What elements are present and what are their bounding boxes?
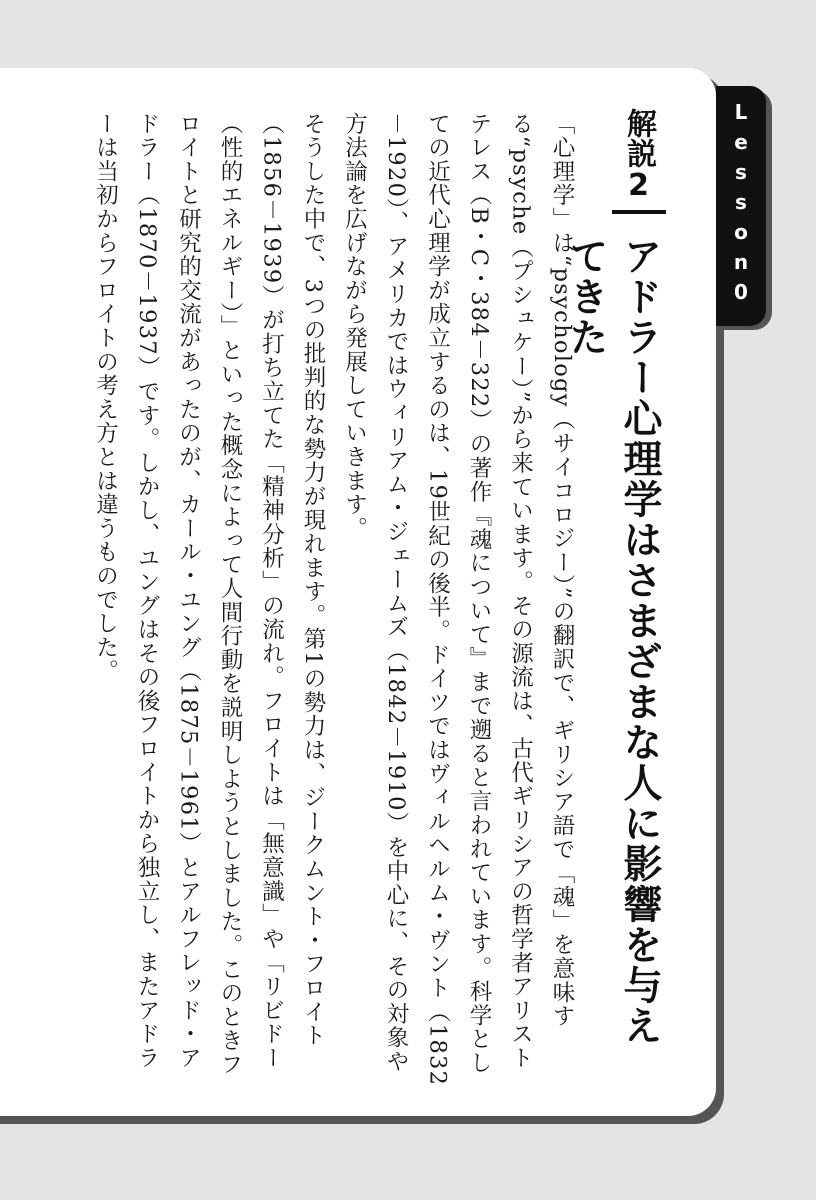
body-text	[92, 112, 582, 1092]
page-title: アドラー心理学はさまざまな人に影響を与えてきた	[563, 236, 662, 1046]
section-label: 解説2	[621, 108, 656, 203]
lesson-tab	[716, 86, 766, 326]
lesson-tab-label: Lesson0	[729, 100, 753, 310]
body-paragraph: そうした中で、3つの批判的な勢力が現れます。第1の勢力は、ジークムント・フロイト（1856－1939）が打ち立てた「精神分析」の流れ。フロイトは「無意識」や「リビドー（性的エネルギー）」といった概念によって人間行動を説明しようとしました。このときフロイトと研究的交流があったのが、カール・ユング（1875－1961）とアルフレッド・アドラー（1870－1937）です。しかし、ユングはその後フロイトから独立し、またアドラーは当初からフロイトの考え方とは違うものでした。	[92, 112, 326, 1077]
body-paragraph: 「心理学」は“psychology（サイコロジー）”の翻訳で、ギリシア語で「魂」を意味する“psyche（プシュケー）”から来ています。その源流は、古代ギリシアの哲学者アリストテレス（B・C・384－322）の著作『魂について』まで遡ると言われています。科学としての近代心理学が成立するのは、19世紀の後半。ドイツではヴィルヘルム・ヴント（1832－1920）、アメリカではウィリアム・ジェームズ（1842－1910）を中心に、その対象や方法論を広げながら発展していきます。	[341, 112, 575, 1087]
section-divider	[612, 210, 666, 214]
